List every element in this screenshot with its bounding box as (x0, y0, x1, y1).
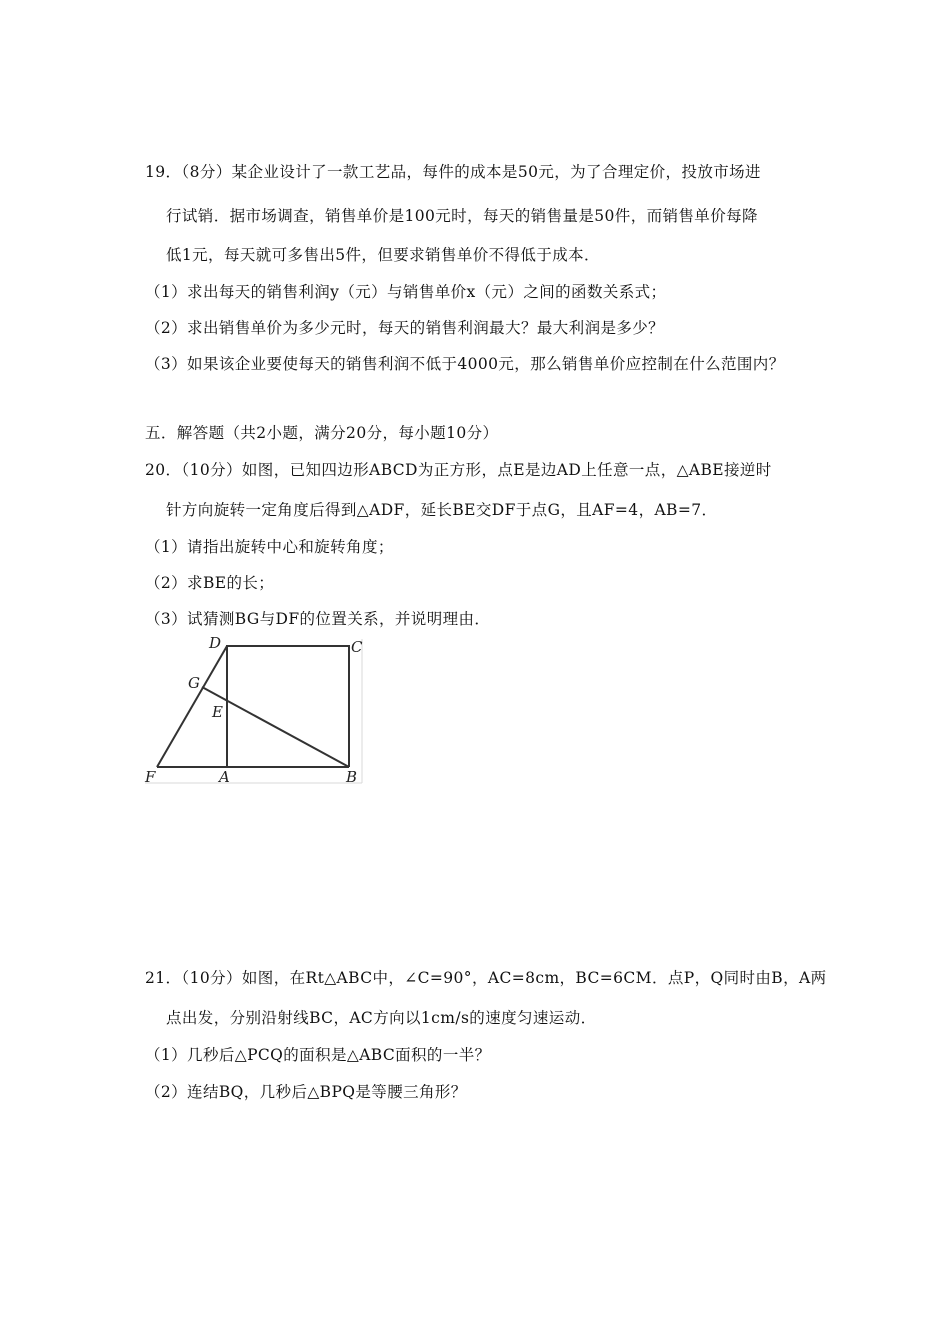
q21-line-1: 21．（10分）如图，在Rt△ABC中，∠C=90°，AC=8cm，BC=6CM．点P，Q同时由B，A两 (145, 969, 827, 987)
label-e: E (212, 703, 223, 721)
label-c: C (351, 638, 363, 656)
label-a: A (219, 768, 230, 785)
segment-bg (202, 687, 349, 767)
q21-line-2: 点出发，分别沿射线BC，AC方向以1cm/s的速度匀速运动． (166, 1009, 597, 1027)
q21-part-2: （2）连结BQ，几秒后△BPQ是等腰三角形？ (145, 1083, 467, 1101)
q20-part-1: （1）请指出旋转中心和旋转角度； (145, 538, 394, 556)
q19-line-1: 19．（8分）某企业设计了一款工艺品，每件的成本是50元，为了合理定价，投放市场进 (145, 163, 761, 181)
q19-part-3: （3）如果该企业要使每天的销售利润不低于4000元，那么销售单价应控制在什么范围内？ (145, 355, 785, 373)
q20-part-3: （3）试猜测BG与DF的位置关系，并说明理由． (145, 610, 491, 628)
section-5-heading: 五．解答题（共2小题，满分20分，每小题10分） (145, 424, 499, 442)
label-b: B (346, 768, 358, 785)
q21-part-1: （1）几秒后△PCQ的面积是△ABC面积的一半？ (145, 1046, 491, 1064)
q19-line-2: 行试销．据市场调查，销售单价是100元时，每天的销售量是50件，而销售单价每降 (166, 207, 758, 225)
label-f: F (145, 768, 156, 785)
q20-line-2: 针方向旋转一定角度后得到△ADF，延长BE交DF于点G，且AF=4，AB=7． (166, 501, 718, 519)
label-d: D (209, 634, 222, 652)
q20-part-2: （2）求BE的长； (145, 574, 275, 592)
square-abcd (227, 646, 349, 767)
label-g: G (188, 674, 200, 692)
q20-line-1: 20．（10分）如图，已知四边形ABCD为正方形，点E是边AD上任意一点，△ABE接逆时 (145, 461, 772, 479)
q19-line-3: 低1元，每天就可多售出5件，但要求销售单价不得低于成本． (166, 246, 600, 264)
q19-part-2: （2）求出销售单价为多少元时，每天的销售利润最大？最大利润是多少？ (145, 319, 665, 337)
q20-geometry-figure (143, 633, 365, 785)
q19-part-1: （1）求出每天的销售利润y（元）与销售单价x（元）之间的函数关系式； (145, 283, 667, 301)
